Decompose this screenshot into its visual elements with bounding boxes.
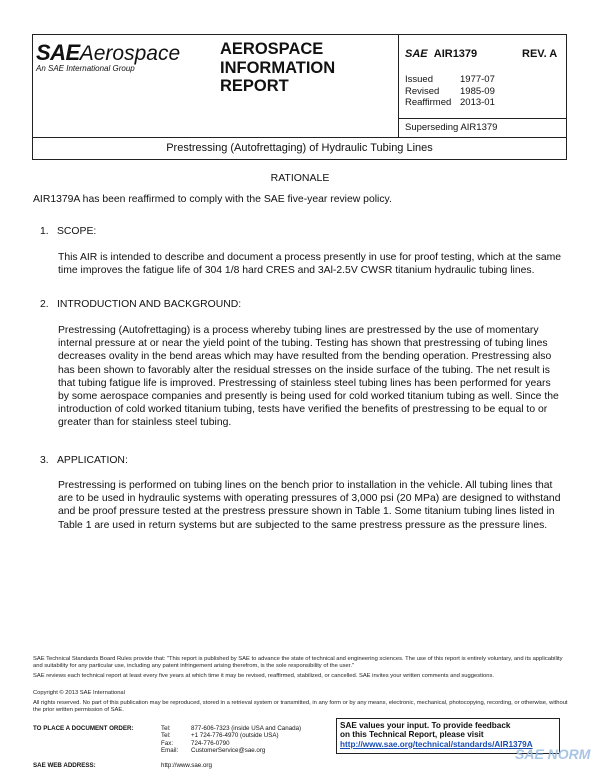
doc-prefix: SAE (405, 48, 428, 60)
fax-label: Fax: (161, 739, 174, 747)
email-label: Email: (161, 747, 179, 755)
doc-type-line: REPORT (220, 77, 289, 95)
rationale-text: AIR1379A has been reaffirmed to comply with the SAE five-year review policy. (33, 194, 392, 205)
doc-type-line: INFORMATION (220, 58, 336, 77)
document-title: Prestressing (Autofrettaging) of Hydraulic Tubing Lines (32, 138, 567, 160)
section-title: APPLICATION: (57, 455, 128, 466)
footer-notice-review: SAE reviews each technical report at least every five years at which time it may be revised, reaffirmed, stabilized, or cancelled. SAE invites your written comments and suggestions. (33, 673, 494, 679)
section-title: SCOPE: (57, 226, 97, 237)
web-label: SAE WEB ADDRESS: (33, 762, 96, 769)
reaffirmed-label: Reaffirmed (405, 97, 452, 108)
section-heading-application (40, 455, 128, 466)
fax-number: 724-776-0790 (191, 739, 230, 747)
section-text-application: Prestressing is performed on tubing lines on the bench prior to installation in the vehicle. All tubing lines that are to be used in hydraulic systems with operating pressures of 3,000 psi (20 MPa) are designed to withstand and be proof pressure tested at the prestress pressure shown in Table 1. Some titanium tubing lines listed in Table 1 are used in return systems but are subjected to the same prestress pressure as the pressure lines. (58, 480, 561, 531)
section-number: 3. (40, 455, 49, 466)
section-title: INTRODUCTION AND BACKGROUND: (57, 299, 242, 310)
issued-label: Issued (405, 74, 433, 85)
section-text-introduction: Prestressing (Autofrettaging) is a process whereby tubing lines are prestressed by the use of momentary internal pressure at or near the yield point of the tubing. Testing has shown that prestressing of tubing lines decreases ovality in the bend areas which may have resulted from the bending operation. Prestressing also has been shown to favorably alter the residual stresses on the inside surface of the tubing. The net result is that tubing fatigue life is improved. Prestressing of stainless steel tubing lines has been performed for years by some aerospace companies and presently is being used for cold worked titanium tubing as well. Since the introduction of cold worked titanium tubing, tests have verified the benefits of prestressing to be equal to or greater than for stainless steel tubing. (58, 325, 559, 429)
section-text-scope: This AIR is intended to describe and document a process presently in use for proof testing, which at the same time improves the fatigue life of 304 1/8 hard CRES and 3Al-2.5V CWSR titanium hydraulic tubing lines. (58, 252, 562, 277)
doc-number: AIR1379 (433, 48, 478, 60)
tel-label: Tel: (161, 732, 171, 740)
revision: REV. A (522, 48, 558, 60)
feedback-line: SAE values your input. To provide feedback (340, 721, 511, 730)
section-number: 1. (40, 226, 49, 237)
section-heading-introduction (40, 299, 241, 310)
document-dates (405, 74, 495, 109)
header-divider (398, 34, 399, 138)
section-heading-scope (40, 226, 96, 237)
issued-date: 1977-07 (460, 74, 495, 85)
section-number: 2. (40, 299, 49, 310)
logo-group: An SAE International Group (36, 64, 135, 73)
feedback-line: on this Technical Report, please visit (340, 730, 484, 740)
superseding: Superseding AIR1379 (405, 122, 498, 133)
footer-rights: All rights reserved. No part of this publication may be reproduced, stored in a retrieval system or transmitted, in any form or by any means, electronic, mechanical, photocopying, recording, or otherwise, without the prior written permission of SAE. (33, 700, 568, 713)
web-address (33, 762, 212, 769)
document-type (220, 40, 335, 96)
reaffirmed-date: 2013-01 (460, 97, 495, 108)
order-label: TO PLACE A DOCUMENT ORDER: (33, 725, 134, 732)
feedback-link[interactable]: http://www.sae.org/technical/standards/AIR1379A (340, 739, 533, 749)
revised-label: Revised (405, 85, 440, 97)
logo-sae: SAE (36, 40, 80, 65)
document-number (405, 48, 477, 60)
doc-type-line: AEROSPACE (220, 40, 324, 58)
sae-aerospace-logo (36, 40, 180, 73)
tel-inside: 877-606-7323 (inside USA and Canada) (191, 725, 302, 732)
sae-norm-watermark: SAE NORM (515, 746, 591, 762)
rationale-heading: RATIONALE (270, 172, 330, 184)
revised-date: 1985-09 (460, 85, 495, 97)
header-divider (398, 118, 567, 119)
email-address[interactable]: CustomerService@sae.org (191, 747, 266, 755)
footer-copyright: Copyright © 2013 SAE International (33, 690, 125, 696)
web-link[interactable]: http://www.sae.org (161, 762, 212, 769)
tel-outside: +1 724-776-4970 (outside USA) (191, 732, 279, 740)
order-contact (33, 725, 301, 755)
logo-aerospace: Aerospace (79, 42, 181, 65)
footer-notice-rules: SAE Technical Standards Board Rules provide that: "This report is published by SAE to advance the state of technical and engineering sciences. The use of this report is entirely voluntary, and its applicability and suitability for any particular use, including any patent infringement arising therefrom, is the sole responsibility of the user." (33, 656, 563, 669)
tel-label: Tel: (161, 725, 171, 732)
